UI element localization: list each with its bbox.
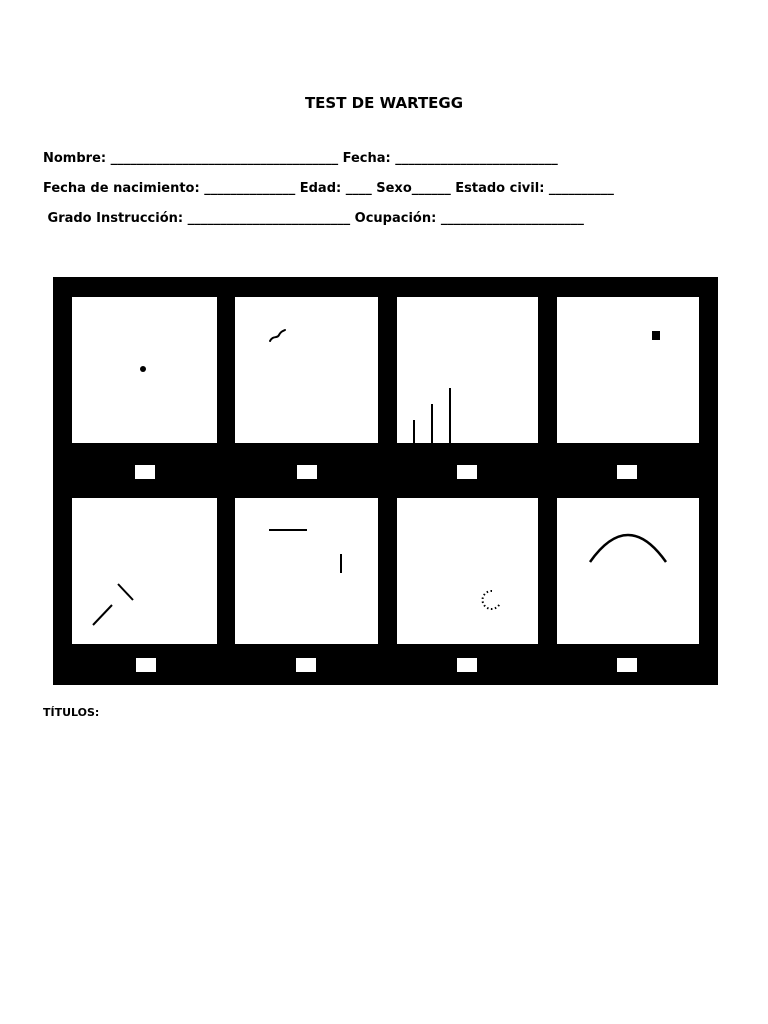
title-tab-5[interactable] (136, 658, 156, 672)
form-line-birth-age-sex-civil: Fecha de nacimiento: ______________ Edad: ____ Sexo______ Estado civil: __________ (43, 181, 614, 196)
stimulus-diagonal-strokes (72, 498, 217, 644)
drawing-box-8[interactable] (557, 498, 699, 644)
drawing-box-7[interactable] (397, 498, 538, 644)
stimulus-horizontal-vertical (235, 498, 378, 644)
stimulus-large-arc (557, 498, 699, 644)
drawing-box-1[interactable] (72, 297, 217, 443)
drawing-box-5[interactable] (72, 498, 217, 644)
page-title: TEST DE WARTEGG (304, 94, 464, 112)
stimulus-three-lines (397, 297, 538, 443)
drawing-box-2[interactable] (235, 297, 378, 443)
form-line-name-date: Nombre: ___________________________________ Fecha: _________________________ (43, 151, 558, 166)
stimulus-dotted-arc (397, 498, 538, 644)
title-tab-3[interactable] (457, 465, 477, 479)
form-line-education-occupation: Grado Instrucción: _________________________ Ocupación: ______________________ (43, 211, 584, 226)
stimulus-small-square (557, 297, 699, 443)
title-tab-8[interactable] (617, 658, 637, 672)
titles-label: TÍTULOS: (43, 706, 100, 719)
title-tab-4[interactable] (617, 465, 637, 479)
title-tab-6[interactable] (296, 658, 316, 672)
stimulus-dot (72, 297, 217, 443)
drawing-box-4[interactable] (557, 297, 699, 443)
wartegg-board (53, 277, 718, 685)
drawing-box-6[interactable] (235, 498, 378, 644)
drawing-box-3[interactable] (397, 297, 538, 443)
title-tab-2[interactable] (297, 465, 317, 479)
stimulus-wavy-stroke (235, 297, 378, 443)
title-tab-1[interactable] (135, 465, 155, 479)
title-tab-7[interactable] (457, 658, 477, 672)
